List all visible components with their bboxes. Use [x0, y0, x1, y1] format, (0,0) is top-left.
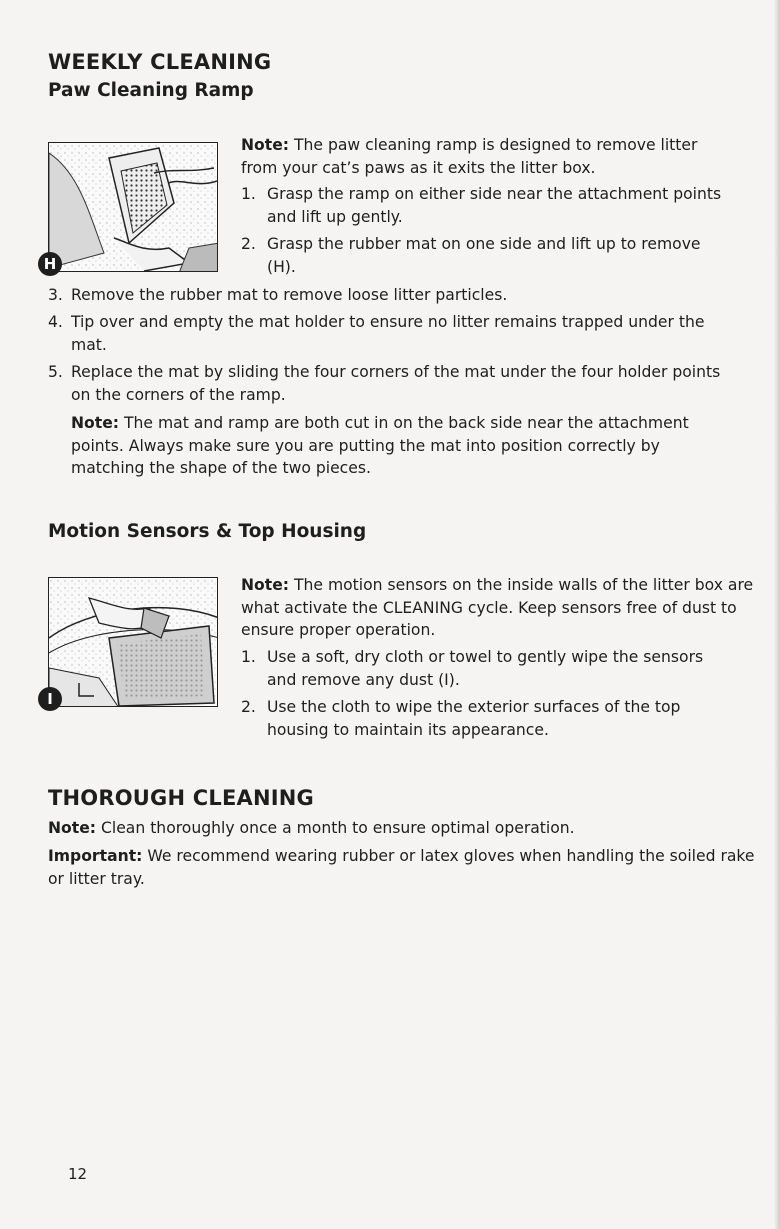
step-number: 3. [48, 286, 63, 304]
step-text: Use the cloth to wipe the exterior surfaces of the top housing to maintain its appearance. [267, 698, 681, 739]
paw-ramp-note [241, 134, 736, 179]
step-number: 2. [241, 698, 256, 716]
note-label: Note: [71, 414, 120, 432]
motion-sensors-heading: Motion Sensors & Top Housing [48, 521, 367, 542]
important-note [48, 845, 758, 890]
motion-step-2 [241, 696, 701, 741]
step-number: 2. [241, 235, 256, 253]
thorough-note [48, 817, 748, 840]
figure-h-illustration [48, 142, 218, 272]
paw-step-2 [241, 233, 711, 278]
note-label: Note: [241, 136, 290, 154]
figure-i-badge: I [38, 687, 62, 711]
paw-step-4 [48, 311, 728, 356]
thorough-cleaning-heading: THOROUGH CLEANING [48, 786, 314, 810]
step-number: 1. [241, 648, 256, 666]
motion-note [241, 574, 761, 642]
important-text: We recommend wearing rubber or latex gloves when handling the soiled rake or litter tray. [48, 847, 755, 888]
mat-note [71, 412, 711, 480]
paw-step-5 [48, 361, 728, 406]
step-text: Grasp the ramp on either side near the attachment points and lift up gently. [267, 185, 722, 226]
step-text: Remove the rubber mat to remove loose litter particles. [71, 286, 508, 304]
page-edge-shadow [774, 0, 780, 1229]
motion-step-1 [241, 646, 721, 691]
step-number: 5. [48, 363, 63, 381]
paw-step-1 [241, 183, 736, 228]
note-label: Note: [48, 819, 97, 837]
paw-ramp-subheading: Paw Cleaning Ramp [48, 80, 254, 101]
step-number: 1. [241, 185, 256, 203]
step-text: Replace the mat by sliding the four corners of the mat under the four holder points on the corners of the ramp. [71, 363, 721, 404]
step-text: Tip over and empty the mat holder to ensure no litter remains trapped under the mat. [71, 313, 705, 354]
note-label: Note: [241, 576, 290, 594]
figure-h-badge: H [38, 252, 62, 276]
note-text: Clean thoroughly once a month to ensure optimal operation. [96, 819, 575, 837]
figure-i-illustration [48, 577, 218, 707]
weekly-cleaning-heading: WEEKLY CLEANING [48, 50, 272, 74]
step-number: 4. [48, 313, 63, 331]
step-text: Grasp the rubber mat on one side and lift up to remove (H). [267, 235, 701, 276]
note-text: The motion sensors on the inside walls of the litter box are what activate the CLEANING cycle. Keep sensors free of dust to ensure proper operation. [241, 576, 754, 639]
paw-step-3 [48, 284, 728, 307]
note-text: The paw cleaning ramp is designed to remove litter from your cat’s paws as it exits the litter box. [241, 136, 698, 177]
page-number: 12 [68, 1165, 88, 1183]
important-label: Important: [48, 847, 143, 865]
note-text: The mat and ramp are both cut in on the back side near the attachment points. Always make sure you are putting the mat into position correctly by matching the shape of the two pieces. [71, 414, 689, 477]
step-text: Use a soft, dry cloth or towel to gently wipe the sensors and remove any dust (I). [267, 648, 704, 689]
